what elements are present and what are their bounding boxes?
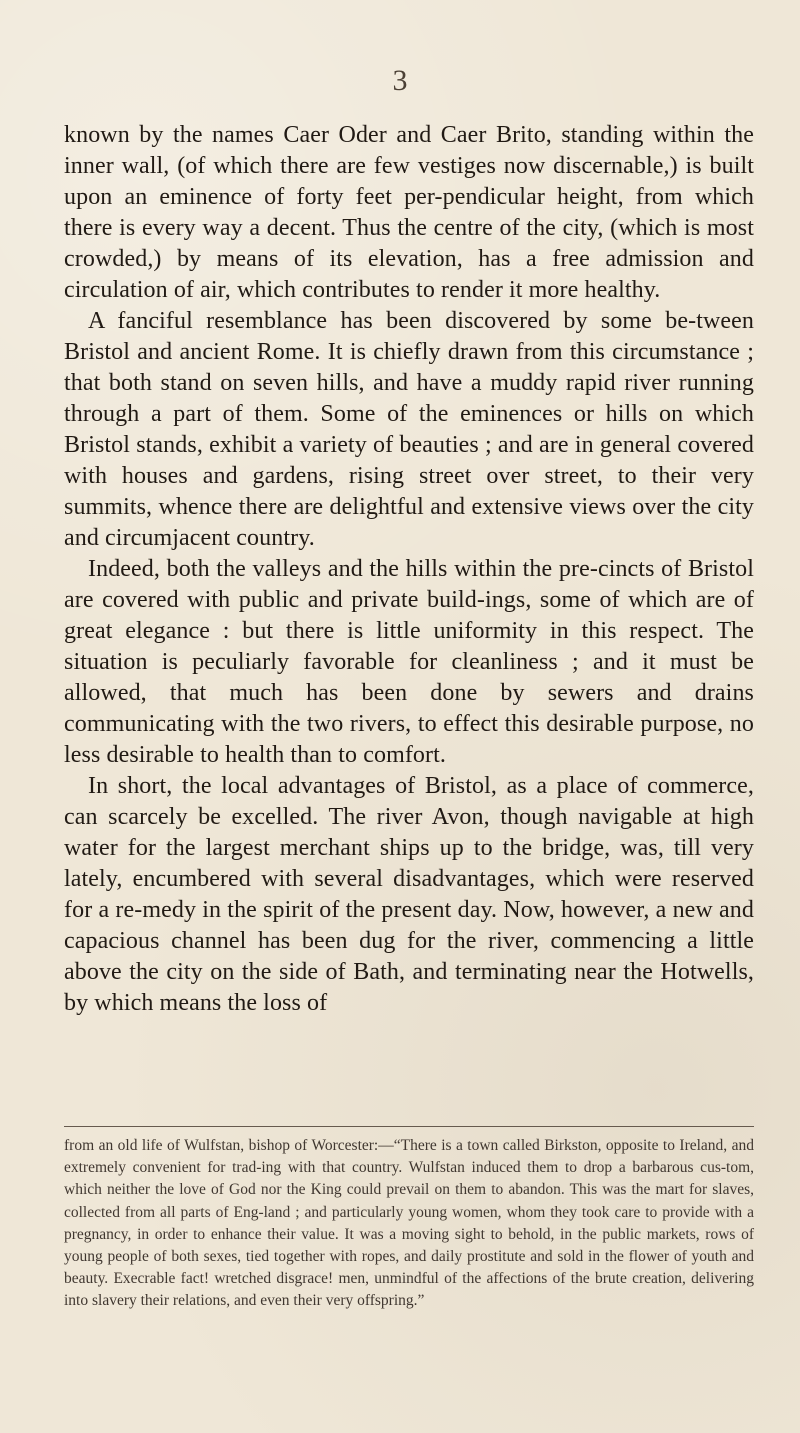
footnote-text: from an old life of Wulfstan, bishop of Worcester:—“There is a town called Birkston, opposite to Ireland, and extremely convenient for trad-ing with that country. Wulfstan induced them to drop a barbarous cus-tom, which neither the love of God nor the King could prevail on them to abandon. This was the mart for slaves, collected from all parts of Eng-land ; and particularly young women, whom they took care to provide with a pregnancy, in order to enhance their value. It was a moving sight to behold, in the public markets, rows of young people of both sexes, tied together with ropes, and daily prostitute and sold in the flower of youth and beauty. Execrable fact! wretched disgrace! men, unmindful of the affections of the brute creation, delivering into slavery their relations, and even their very offspring.” xyxy=(64,1137,754,1310)
paragraph-2: A fanciful resemblance has been discovered by some be-tween Bristol and ancient Rome. It is chiefly drawn from this circumstance ; that both stand on seven hills, and have a muddy rapid river running through a part of them. Some of the eminences or hills on which Bristol stands, exhibit a variety of beauties ; and are in general covered with houses and gardens, rising street over street, to their very summits, whence there are delightful and extensive views over the city and circumjacent country. xyxy=(64,308,754,551)
footnote xyxy=(64,1135,754,1313)
paragraph-1: known by the names Caer Oder and Caer Brito, standing within the inner wall, (of which there are few vestiges now discernable,) is built upon an eminence of forty feet per-pendicular height, from which there is every way a decent. Thus the centre of the city, (which is most crowded,) by means of its elevation, has a free admission and circulation of air, which contributes to render it more healthy. xyxy=(64,122,754,303)
paragraph-4: In short, the local advantages of Bristol, as a place of commerce, can scarcely be excelled. The river Avon, though navigable at high water for the largest merchant ships up to the bridge, was, till very lately, encumbered with several disadvantages, which were reserved for a re-medy in the spirit of the present day. Now, however, a new and capacious channel has been dug for the river, commencing a little above the city on the side of Bath, and terminating near the Hotwells, by which means the loss of xyxy=(64,773,754,1016)
main-text xyxy=(64,120,754,1019)
page-number: 3 xyxy=(392,64,408,97)
paragraph-3: Indeed, both the valleys and the hills within the pre-cincts of Bristol are covered with public and private build-ings, some of which are of great elegance : but there is little uniformity in this respect. The situation is peculiarly favorable for cleanliness ; and it must be allowed, that much has been done by sewers and drains communicating with the two rivers, to effect this desirable purpose, no less desirable to health than to comfort. xyxy=(64,556,754,768)
footnote-divider xyxy=(64,1126,754,1127)
